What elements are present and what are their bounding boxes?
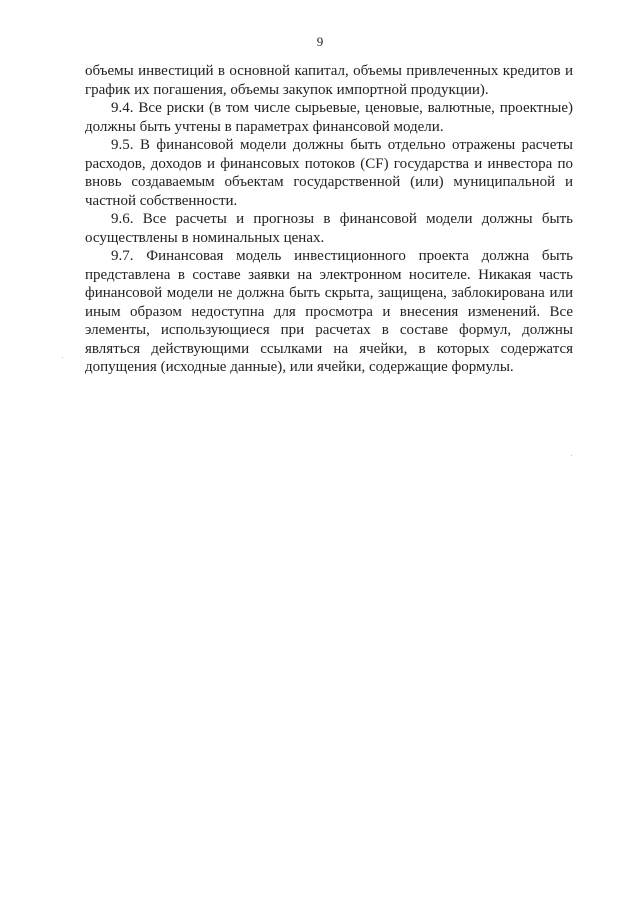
paragraph-continuation: объемы инвестиций в основной капитал, объемы привлеченных кредитов и график их погашения, объемы закупок импортной продукции). — [85, 63, 573, 98]
paragraph-9-6: 9.6. Все расчеты и прогнозы в финансовой модели должны быть осуществлены в номинальных ценах. — [85, 211, 573, 246]
paragraph-9-5: 9.5. В финансовой модели должны быть отдельно отражены расчеты расходов, доходов и финансовых потоков (CF) государства и инвестора по вновь создаваемым объектам государственной (или) муниципальной и частной собственности. — [85, 137, 573, 209]
paragraph-9-4: 9.4. Все риски (в том числе сырьевые, ценовые, валютные, проектные) должны быть учтены в параметрах финансовой модели. — [85, 100, 573, 135]
document-body — [85, 62, 573, 377]
scan-speck — [62, 357, 63, 358]
scan-speck — [571, 455, 572, 456]
paragraph-9-7: 9.7. Финансовая модель инвестиционного проекта должна быть представлена в составе заявки на электронном носителе. Никакая часть финансовой модели не должна быть скрыта, защищена, заблокирована или иным образом недоступна для просмотра и внесения изменений. Все элементы, использующиеся при расчетах в составе формул, должны являться действующими ссылками на ячейки, в которых содержатся допущения (исходные данные), или ячейки, содержащие формулы. — [85, 248, 573, 375]
page-number: 9 — [316, 34, 324, 49]
